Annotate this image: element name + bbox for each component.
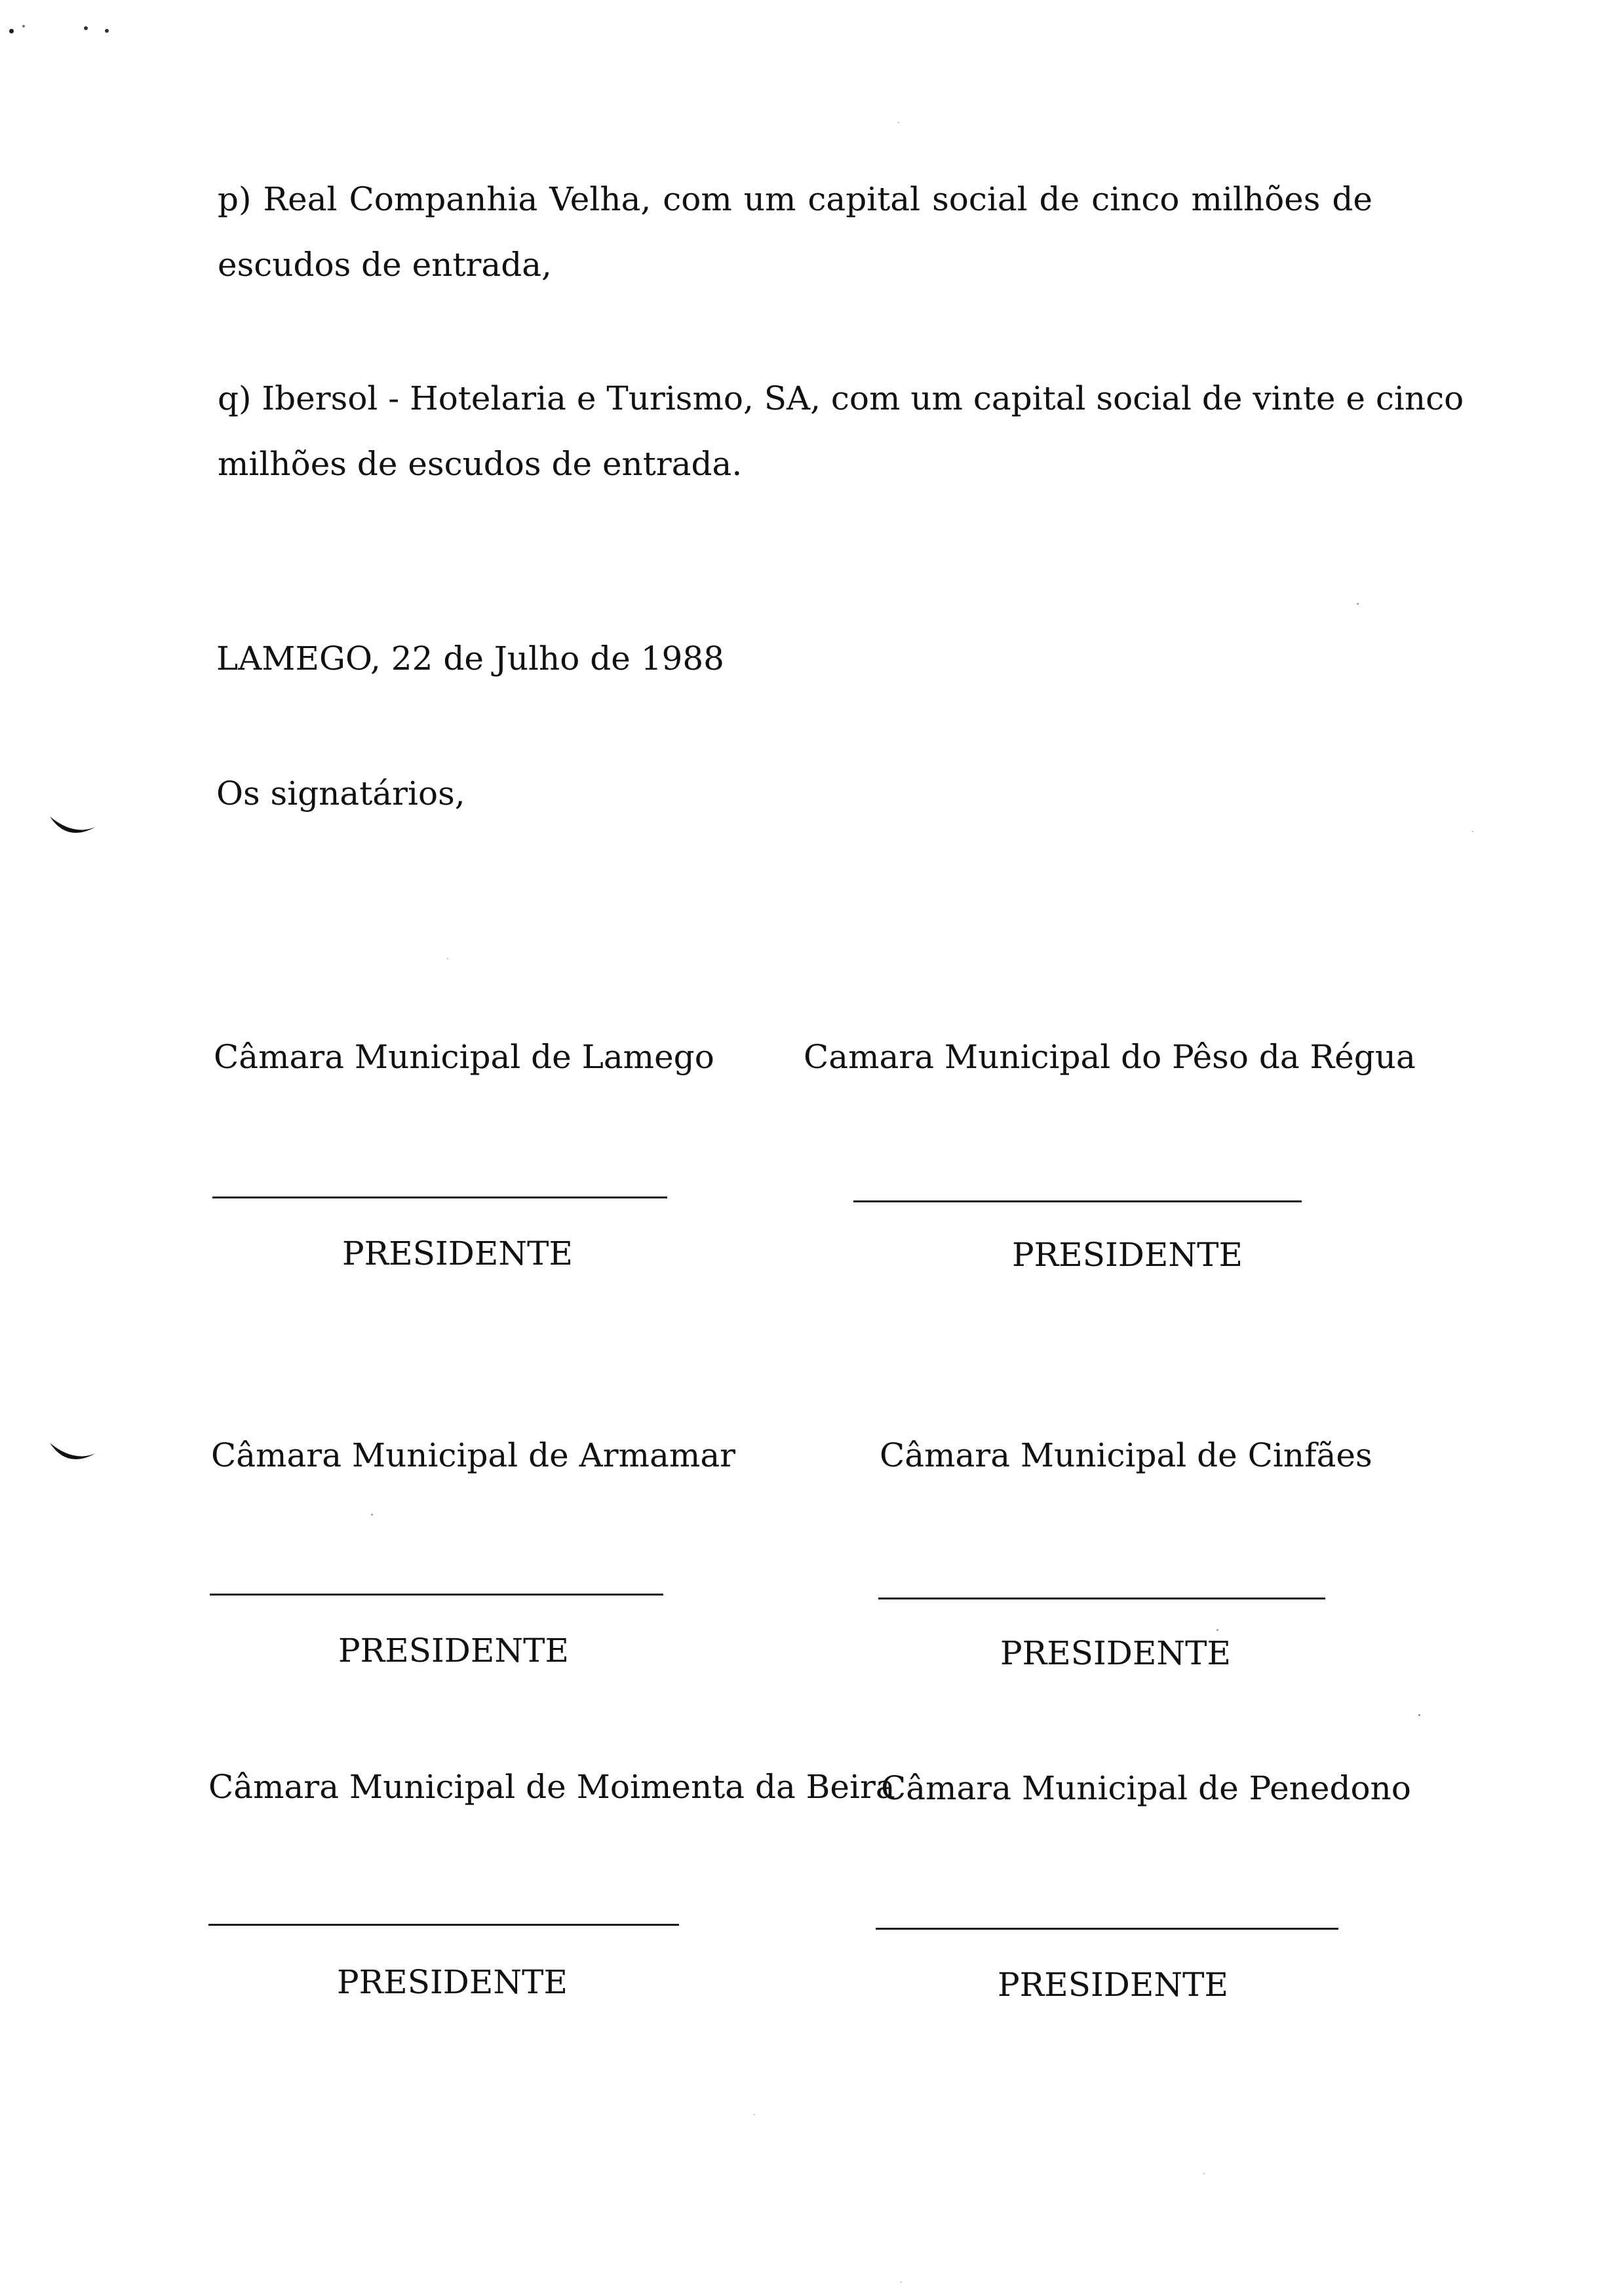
signatories-intro: Os signatários, — [216, 775, 465, 813]
signature-line — [876, 1928, 1338, 1930]
signatory-entity-cinfaes: Câmara Municipal de Cinfães — [880, 1436, 1372, 1474]
signatory-role: PRESIDENTE — [1012, 1236, 1243, 1274]
signatory-entity-lamego: Câmara Municipal de Lamego — [214, 1038, 714, 1076]
signature-line — [210, 1594, 663, 1596]
scan-speck — [1357, 603, 1359, 605]
scan-speck — [1216, 1629, 1218, 1631]
signatory-entity-armamar: Câmara Municipal de Armamar — [211, 1436, 736, 1474]
signatory-role: PRESIDENTE — [338, 1632, 569, 1670]
scan-speck — [22, 25, 25, 28]
signatory-role: PRESIDENTE — [998, 1966, 1228, 2004]
scan-speck — [1203, 2173, 1205, 2174]
paragraph-line: q) Ibersol - Hotelaria e Turismo, SA, com um capital social de vinte e cinco — [218, 379, 1464, 417]
scan-speck — [1418, 1714, 1420, 1716]
paragraph-q — [218, 366, 1464, 497]
scan-speck — [9, 29, 14, 33]
punch-hole-mark — [47, 1439, 100, 1472]
scan-speck — [901, 2282, 902, 2283]
scan-speck — [84, 26, 88, 30]
place-date: LAMEGO, 22 de Julho de 1988 — [216, 640, 724, 678]
paragraph-line: milhões de escudos de entrada. — [218, 445, 743, 483]
signature-line — [853, 1200, 1302, 1202]
scan-speck — [371, 1514, 373, 1516]
paragraph-p — [218, 166, 1372, 297]
scan-speck — [754, 2114, 755, 2115]
scan-speck — [1472, 831, 1473, 832]
paragraph-line: p) Real Companhia Velha, com um capital social de cinco milhões de — [218, 180, 1372, 218]
signatory-role: PRESIDENTE — [337, 1963, 568, 2001]
signatory-entity-moimenta-da-beira: Câmara Municipal de Moimenta da Beira — [208, 1768, 895, 1806]
signatory-entity-peso-da-regua: Camara Municipal do Pêso da Régua — [804, 1038, 1416, 1076]
scan-speck — [447, 958, 448, 959]
signature-line — [208, 1924, 679, 1926]
signatory-role: PRESIDENTE — [342, 1234, 573, 1272]
signatory-role: PRESIDENTE — [1000, 1634, 1231, 1672]
signature-line — [878, 1598, 1325, 1599]
signatory-entity-penedono: Câmara Municipal de Penedono — [881, 1769, 1411, 1807]
paragraph-line: escudos de entrada, — [218, 246, 552, 284]
signature-line — [212, 1196, 667, 1198]
scan-speck — [105, 29, 109, 33]
punch-hole-mark — [47, 813, 100, 845]
scan-speck — [898, 122, 899, 123]
